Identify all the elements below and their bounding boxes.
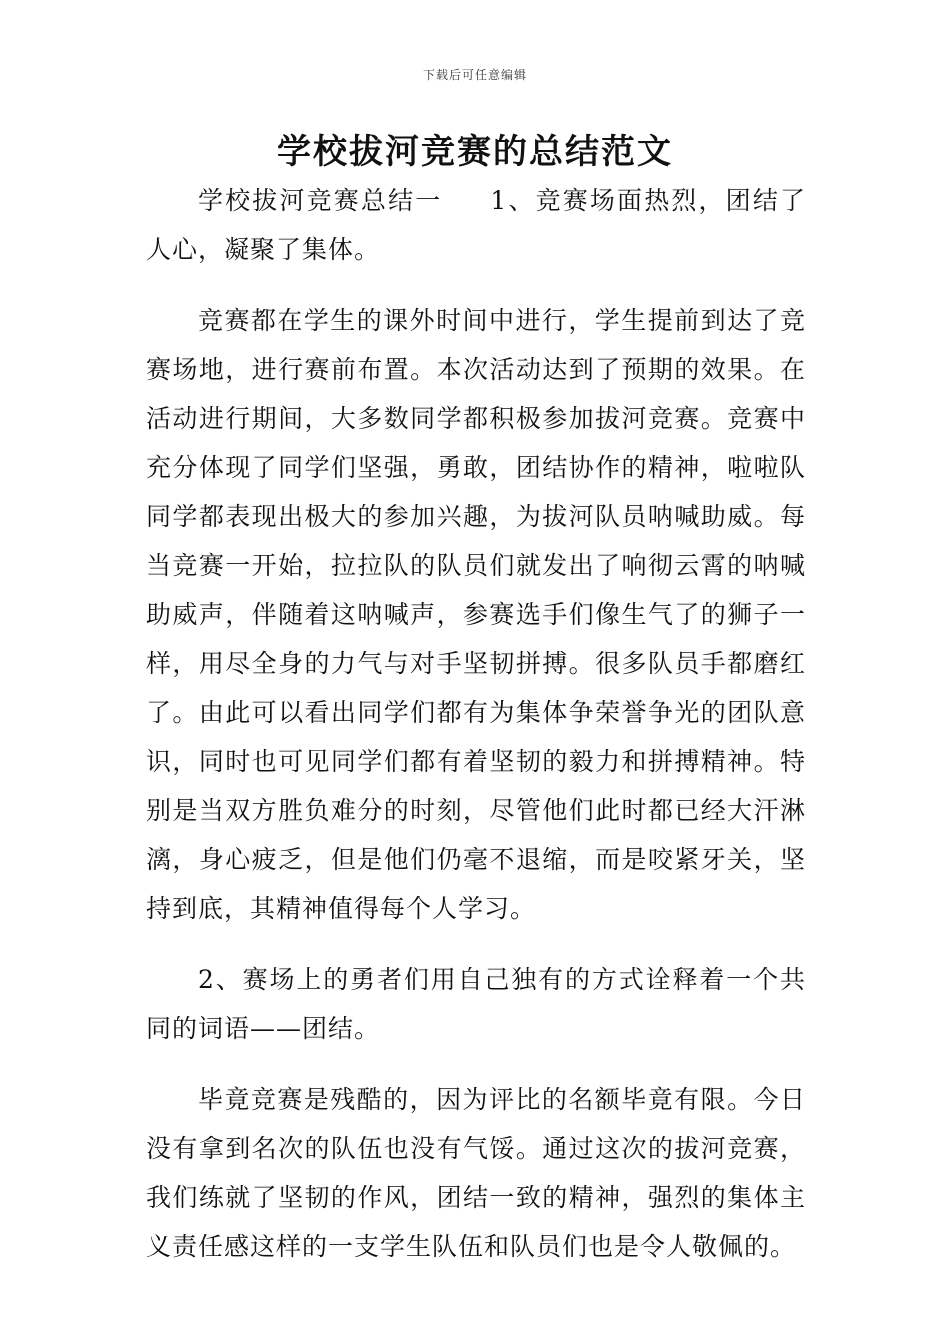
paragraph-2: 竞赛都在学生的课外时间中进行，学生提前到达了竞赛场地，进行赛前布置。本次活动达到了预期的效果。在活动进行期间，大多数同学都积极参加拔河竞赛。竞赛中充分体现了同学们坚强，勇敢，团结协作的精神，啦啦队同学都表现出极大的参加兴趣，为拔河队员呐喊助威。每当竞赛一开始，拉拉队的队员们就发出了响彻云霄的呐喊助威声，伴随着这呐喊声，参赛选手们像生气了的狮子一样，用尽全身的力气与对手坚韧拼搏。很多队员手都磨红了。由此可以看出同学们都有为集体争荣誉争光的团队意识，同时也可见同学们都有着坚韧的毅力和拼搏精神。特别是当双方胜负难分的时刻，尽管他们此时都已经大汗淋漓，身心疲乏，但是他们仍毫不退缩，而是咬紧牙关，坚持到底，其精神值得每个人学习。	[146, 306, 806, 923]
paragraph-1-lead: 学校拔河竞赛总结一	[198, 186, 443, 215]
document-body	[146, 176, 806, 1293]
paragraph-1	[146, 176, 806, 274]
header-note: 下载后可任意编辑	[422, 68, 527, 82]
paragraph-3: 2、赛场上的勇者们用自己独有的方式诠释着一个共同的词语——团结。	[146, 965, 806, 1043]
paragraph-4: 毕竟竞赛是残酷的，因为评比的名额毕竟有限。今日没有拿到名次的队伍也没有气馁。通过这次的拔河竞赛，我们练就了坚韧的作风，团结一致的精神，强烈的集体主义责任感这样的一支学生队伍和队员们也是令人敬佩的。	[146, 1085, 806, 1261]
document-title: 学校拔河竞赛的总结范文	[277, 132, 673, 172]
paragraph-1-text: 1、竞赛场面热烈，团结了人心，凝聚了集体。	[146, 186, 806, 264]
